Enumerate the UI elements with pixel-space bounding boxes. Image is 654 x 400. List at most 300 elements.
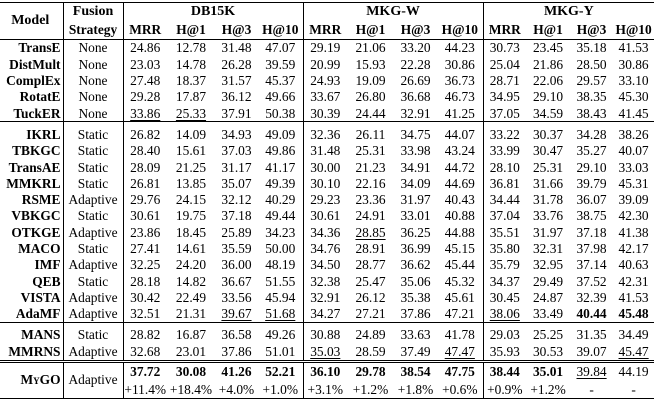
metric-value: 44.19 [618,364,649,380]
model-name: IKRL [0,122,63,143]
metric-value: 14.61 [175,241,207,256]
metric-value: 30.61 [130,208,161,224]
metric-value: 24.93 [310,73,341,89]
metric-cell [437,122,483,143]
metric-header: H@3 [394,21,437,40]
metric-value: 32.36 [310,126,341,142]
fusion-strategy: None [63,89,123,105]
metric-cell [437,40,483,57]
metric-header: MRR [303,21,347,40]
metric-cell [123,241,167,257]
metric-value: 32.68 [130,343,161,359]
metric-cell [123,40,167,57]
table-row [0,343,654,361]
metric-cell [526,208,570,224]
metric-value: 24.15 [175,192,207,208]
fusion-header-line1: Fusion [63,3,123,22]
metric-cell [215,175,258,191]
model-name: MMKRL [6,175,61,191]
metric-cell [570,143,613,159]
gain-cell: +18.4% [167,382,215,399]
metric-value: 34.76 [310,241,341,256]
metric-cell [258,289,303,305]
metric-cell [483,175,526,191]
metric-cell [570,159,613,175]
metric-cell [526,175,570,191]
metric-cell [570,122,613,143]
metric-cell [258,306,303,323]
metric-cell [167,56,215,72]
metric-value: 34.36 [310,224,341,240]
metric-cell [570,175,613,191]
metric-cell [303,143,347,159]
metric-value: 33.03 [618,159,649,175]
model-name: QEB [32,273,61,289]
fusion-strategy: None [63,40,123,57]
metric-value: 26.69 [400,73,431,89]
fusion-strategy: Static [63,273,123,289]
metric-value: 32.38 [310,273,341,289]
table-row [0,192,654,208]
metric-cell [303,257,347,273]
metric-cell [347,89,394,105]
metric-cell [347,241,394,257]
metric-value: 28.77 [355,257,386,273]
metric-value: 36.00 [221,257,252,273]
fusion-strategy: Static [63,175,123,191]
metric-cell [303,306,347,323]
metric-value: 30.73 [489,40,520,56]
model-name: TuckER [13,105,61,121]
metric-value: 37.72 [130,364,161,380]
metric-value: 36.07 [576,192,607,208]
metric-cell [613,273,654,289]
metric-value: 35.80 [489,241,520,256]
metric-value: 35.93 [489,343,520,359]
dataset-header-db15k: DB15K [123,3,303,22]
metric-cell [394,306,437,323]
fusion-strategy: Adaptive [63,192,123,208]
metric-cell [303,159,347,175]
metric-cell [394,192,437,208]
fusion-strategy: None [63,73,123,89]
metric-value: 35.59 [221,241,252,256]
metric-cell [303,73,347,89]
metric-cell [526,224,570,240]
metric-cell [347,343,394,361]
fusion-header-line2: Strategy [63,21,123,40]
metric-cell [394,175,437,191]
fusion-strategy: Static [63,323,123,344]
metric-cell [613,40,654,57]
metric-value: 13.85 [175,175,207,191]
table-row [0,224,654,240]
metric-value: 28.40 [130,143,161,159]
metric-cell [215,361,258,382]
metric-cell [526,361,570,382]
metric-cell [167,175,215,191]
metric-value: 33.86 [130,105,161,121]
metric-value: 27.48 [130,73,161,89]
table-row [0,208,654,224]
metric-value: 50.38 [265,105,296,121]
metric-value: 30.61 [310,208,341,224]
metric-cell [167,122,215,143]
metric-value: 31.66 [532,175,564,191]
metric-cell [347,56,394,72]
metric-value: 23.86 [130,224,161,240]
metric-value: 25.33 [175,105,207,121]
table-row [0,306,654,323]
metric-cell [123,56,167,72]
metric-value: 39.79 [576,175,607,191]
metric-value: 31.48 [221,40,252,56]
metric-cell [570,257,613,273]
metric-value: 33.22 [489,126,520,142]
metric-value: 29.76 [130,192,161,208]
metric-cell [347,257,394,273]
metric-cell [258,40,303,57]
metric-cell [613,56,654,72]
fusion-strategy: Adaptive [63,343,123,361]
metric-value: 34.91 [400,159,431,175]
metric-cell [613,105,654,122]
model-name: RotatE [19,89,61,105]
metric-cell [437,306,483,323]
metric-cell [258,361,303,382]
metric-cell [526,323,570,344]
metric-cell [394,273,437,289]
metric-cell [347,105,394,122]
metric-cell [303,192,347,208]
metric-value: 29.78 [355,364,386,380]
fusion-strategy: Adaptive [63,257,123,273]
metric-cell [394,289,437,305]
model-name: DistMult [9,56,61,72]
metric-cell [303,224,347,240]
gain-cell: +1.8% [394,382,437,399]
metric-cell [483,89,526,105]
metric-cell [167,105,215,122]
metric-header: MRR [483,21,526,40]
metric-value: 34.93 [221,126,252,142]
metric-cell [215,192,258,208]
metric-cell [215,323,258,344]
metric-value: 29.10 [532,89,564,105]
metric-value: 34.59 [532,105,564,121]
metric-value: 29.23 [310,192,341,208]
metric-cell [123,306,167,323]
metric-cell [570,73,613,89]
metric-value: 37.52 [576,273,607,289]
metric-cell [483,40,526,57]
metric-value: 30.42 [130,289,161,305]
metric-value: 30.88 [310,327,341,343]
metric-value: 44.88 [444,224,475,240]
metric-value: 43.24 [444,143,475,159]
metric-cell [303,343,347,361]
metric-value: 28.10 [489,159,520,175]
metric-value: 32.39 [576,289,607,305]
metric-cell [167,241,215,257]
metric-cell [613,175,654,191]
metric-cell [258,273,303,289]
metric-value: 51.55 [265,273,296,289]
metric-cell [526,159,570,175]
metric-cell [437,192,483,208]
metric-cell [570,273,613,289]
metric-cell [613,289,654,305]
table-row [0,73,654,89]
model-name: IMF [34,257,61,273]
metric-cell [394,224,437,240]
metric-value: 35.27 [576,143,607,159]
metric-cell [215,208,258,224]
fusion-strategy: Static [63,143,123,159]
metric-cell [215,122,258,143]
gain-cell: - [570,382,613,399]
metric-cell [215,56,258,72]
metric-cell [394,323,437,344]
metric-value: 41.26 [221,364,252,380]
metric-value: 42.30 [618,208,649,224]
metric-value: 22.16 [355,175,386,191]
metric-cell [483,323,526,344]
metric-cell [483,257,526,273]
metric-cell [526,257,570,273]
metric-value: 15.93 [355,56,386,72]
metric-value: 25.04 [489,56,520,72]
metric-cell [570,192,613,208]
results-table [0,2,654,399]
metric-cell [613,143,654,159]
metric-value: 34.49 [618,327,649,343]
metric-cell [437,175,483,191]
metric-value: 36.68 [400,89,431,105]
metric-value: 26.11 [355,126,386,142]
metric-cell [123,257,167,273]
metric-value: 47.75 [444,364,475,380]
metric-header: MRR [123,21,167,40]
metric-cell [303,273,347,289]
metric-cell [394,89,437,105]
metric-cell [570,343,613,361]
metric-value: 30.00 [310,159,341,175]
metric-cell [483,73,526,89]
metric-value: 24.44 [355,105,386,121]
model-name: OTKGE [11,224,61,240]
metric-cell [613,89,654,105]
metric-header: H@10 [258,21,303,40]
metric-cell [613,323,654,344]
metric-header: H@3 [570,21,613,40]
metric-cell [167,159,215,175]
metric-cell [394,40,437,57]
metric-cell [437,159,483,175]
metric-value: 32.95 [532,257,564,273]
table-row [0,159,654,175]
metric-cell [167,361,215,382]
table-row [0,257,654,273]
metric-value: 14.82 [175,273,207,289]
metric-value: 38.06 [489,306,520,322]
metric-value: 22.06 [532,73,564,89]
fusion-strategy: Static [63,208,123,224]
metric-cell [526,289,570,305]
metric-cell [215,343,258,361]
metric-value: 46.73 [444,89,475,105]
metric-value: 25.25 [532,327,564,343]
metric-value: 44.07 [444,126,475,142]
metric-cell [437,143,483,159]
metric-cell [303,105,347,122]
metric-cell [437,257,483,273]
metric-value: 15.61 [175,143,207,159]
metric-value: 47.21 [444,306,475,322]
metric-cell [437,361,483,382]
table-row [0,175,654,191]
metric-value: 44.69 [444,175,475,191]
metric-cell [437,323,483,344]
metric-value: 41.53 [618,40,649,56]
metric-value: 32.91 [310,289,341,305]
metric-cell [123,159,167,175]
fusion-strategy: Static [63,241,123,257]
table-row-mygo [0,361,654,382]
metric-cell [526,122,570,143]
metric-cell [123,361,167,382]
metric-cell [167,323,215,344]
metric-cell [526,73,570,89]
metric-value: 32.91 [400,105,431,121]
metric-cell [303,323,347,344]
metric-value: 37.03 [221,143,252,159]
metric-cell [570,241,613,257]
model-name-mygo [0,361,63,398]
metric-cell [215,73,258,89]
metric-value: 33.98 [400,143,431,159]
metric-cell [258,323,303,344]
metric-value: 34.75 [400,126,431,142]
metric-cell [394,361,437,382]
metric-cell [483,122,526,143]
metric-cell [570,40,613,57]
metric-value: 14.78 [175,56,207,72]
metric-cell [347,122,394,143]
table-row [0,56,654,72]
metric-value: 30.10 [310,175,341,191]
metric-value: 27.41 [130,241,161,256]
model-name: TransE [18,40,61,56]
metric-value: 31.48 [310,143,341,159]
metric-value: 35.06 [400,273,431,289]
metric-value: 28.82 [130,327,161,343]
metric-cell [347,306,394,323]
metric-cell [526,143,570,159]
metric-cell [613,241,654,257]
metric-value: 34.50 [310,257,341,273]
metric-cell [167,257,215,273]
metric-header: H@1 [347,21,394,40]
metric-value: 23.03 [130,56,161,72]
metric-value: 35.18 [576,40,607,56]
metric-value: 45.32 [444,273,475,289]
metric-cell [394,241,437,257]
metric-value: 45.44 [444,257,475,273]
metric-value: 26.81 [130,175,161,191]
metric-cell [394,257,437,273]
metric-cell [258,175,303,191]
model-name: MACO [18,241,61,256]
metric-value: 41.45 [618,105,649,121]
gain-cell: +0.6% [437,382,483,399]
metric-cell [483,105,526,122]
metric-value: 30.39 [310,105,341,121]
metric-cell [570,361,613,382]
metric-cell [123,192,167,208]
metric-value: 36.12 [221,89,252,105]
metric-value: 21.25 [175,159,207,175]
metric-value: 28.50 [576,56,607,72]
metric-value: 33.20 [400,40,431,56]
metric-value: 40.07 [618,143,649,159]
metric-cell [215,89,258,105]
metric-value: 37.91 [221,105,252,121]
metric-cell [613,122,654,143]
metric-value: 23.45 [532,40,564,56]
metric-value: 36.10 [310,364,341,380]
metric-cell [258,224,303,240]
metric-value: 45.30 [618,89,649,105]
metric-value: 34.27 [310,306,341,322]
metric-value: 24.89 [355,327,386,343]
fusion-strategy: Adaptive [63,306,123,323]
model-name-text: MyGO [20,372,61,388]
metric-cell [123,343,167,361]
metric-value: 29.19 [310,40,341,56]
metric-cell [167,208,215,224]
metric-cell [483,208,526,224]
metric-cell [347,361,394,382]
metric-cell [303,289,347,305]
metric-value: 50.00 [265,241,296,256]
metric-value: 38.75 [576,208,607,224]
metric-value: 31.17 [221,159,252,175]
metric-cell [570,224,613,240]
model-name: MANS [0,323,63,344]
metric-cell [526,306,570,323]
metric-value: 38.43 [576,105,607,121]
metric-value: 28.85 [355,224,386,240]
metric-cell [347,159,394,175]
metric-cell [347,323,394,344]
metric-value: 37.98 [576,241,607,256]
metric-cell [394,56,437,72]
metric-value: 25.31 [532,159,564,175]
metric-cell [437,241,483,257]
metric-cell [483,343,526,361]
metric-value: 28.59 [355,343,386,359]
model-name: TBKGC [12,143,61,159]
metric-cell [123,105,167,122]
metric-cell [123,89,167,105]
metric-value: 20.99 [310,56,341,72]
metric-value: 35.51 [489,224,520,240]
gain-cell: +3.1% [303,382,347,399]
metric-value: 31.57 [221,73,252,89]
metric-cell [347,208,394,224]
metric-value: 34.28 [576,126,607,142]
